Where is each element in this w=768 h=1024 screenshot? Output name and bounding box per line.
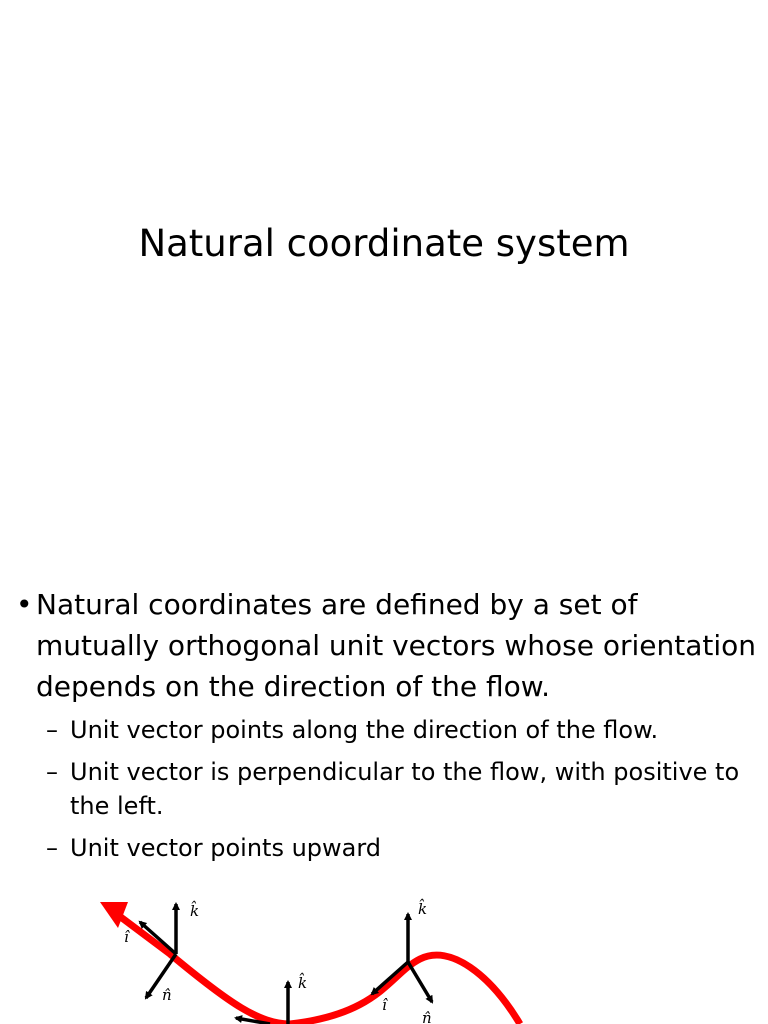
sub-bullet-item <box>16 755 764 823</box>
dash-marker: – <box>46 716 58 744</box>
n-hat-label: n̂ <box>422 1009 432 1024</box>
flow-diagram <box>90 884 768 1024</box>
sub-bullet-item <box>16 831 764 865</box>
k-hat-label: k̂ <box>298 974 308 992</box>
bullet-text: Natural coordinates are defined by a set of mutually orthogonal unit vectors whose orientation depends on the direction of the flow. <box>36 588 757 703</box>
sub-bullet-list <box>16 713 764 865</box>
k-hat-label: k̂ <box>190 902 200 920</box>
vector-triad <box>124 901 199 1004</box>
i-vector-arrow <box>372 962 408 994</box>
k-hat-label: k̂ <box>418 900 428 918</box>
vector-triad <box>236 973 307 1024</box>
natural-coordinates-figure <box>90 884 768 1024</box>
slide-title: Natural coordinate system <box>138 222 630 265</box>
n-hat-label: n̂ <box>162 986 172 1004</box>
slide-body <box>16 584 764 873</box>
sub-bullet-text: Unit vector is perpendicular to the flow, with positive to the left. <box>70 758 740 820</box>
flow-streamline <box>110 909 520 1024</box>
sub-bullet-text: Unit vector points along the direction of the flow. <box>70 716 659 744</box>
i-hat-label: î <box>124 928 129 946</box>
sub-bullet-text: Unit vector points upward <box>70 834 382 862</box>
dash-marker: – <box>46 834 58 862</box>
bullet-item <box>16 584 764 707</box>
sub-bullet-item <box>16 713 764 747</box>
bullet-marker: • <box>16 588 33 621</box>
n-vector-arrow <box>408 962 432 1002</box>
dash-marker: – <box>46 758 58 786</box>
i-hat-label: î <box>382 996 387 1014</box>
